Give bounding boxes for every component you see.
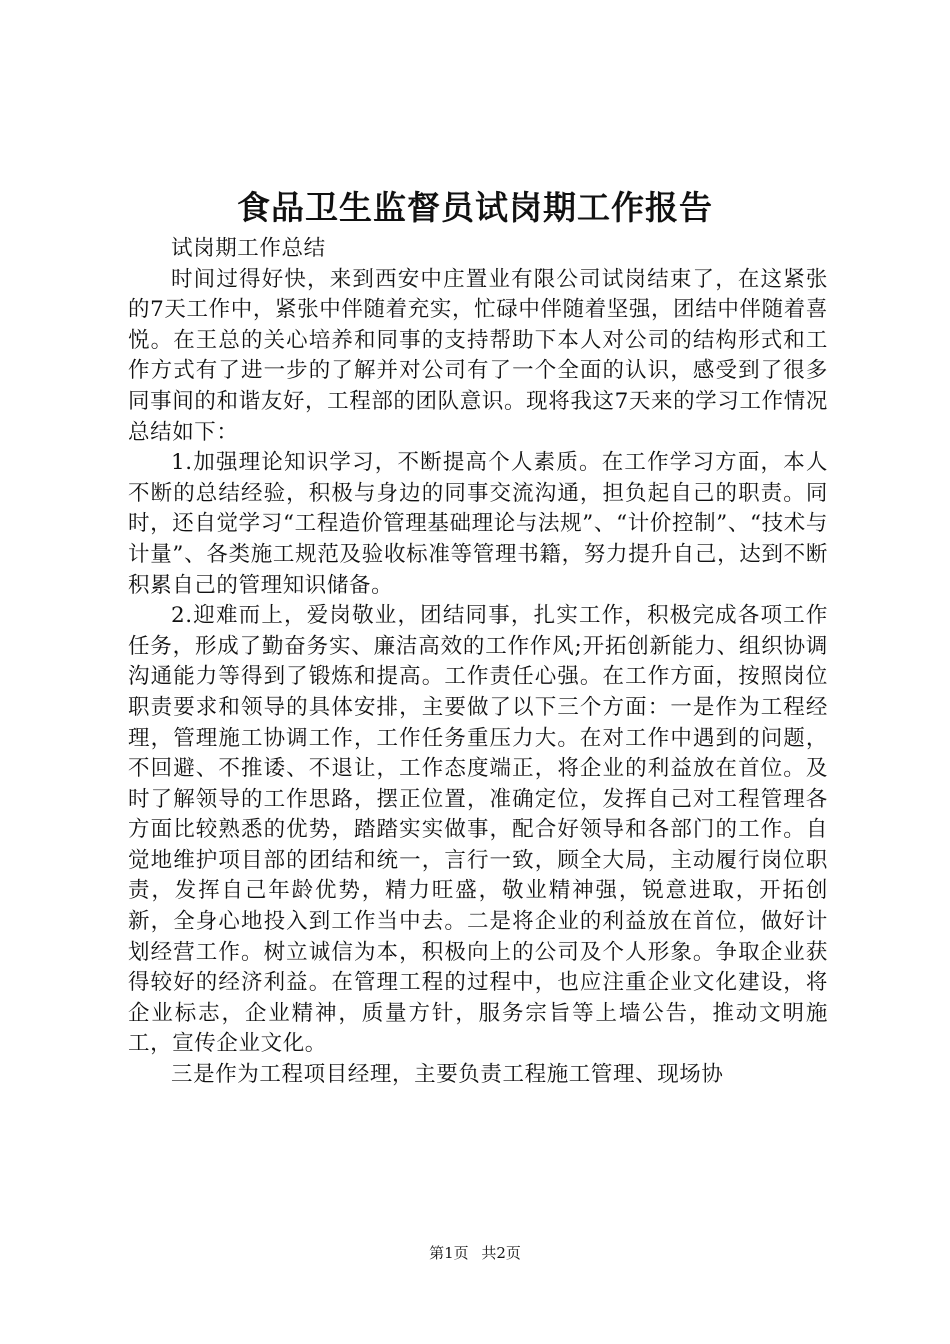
paragraph-intro: 时间过得好快，来到西安中庄置业有限公司试岗结束了，在这紧张的7天工作中，紧张中伴随着充实，忙碌中伴随着坚强，团结中伴随着喜悦。在王总的关心培养和同事的支持帮助下本人对公司的结构形式和工作方式有了进一步的了解并对公司有了一个全面的认识，感受到了很多同事间的和谐友好，工程部的团队意识。现将我这7天来的学习工作情况总结如下： [128, 266, 828, 445]
page-number: 第1页 [429, 1244, 469, 1262]
page-total: 共2页 [481, 1244, 521, 1262]
paragraph-point-1: 1.加强理论知识学习，不断提高个人素质。在工作学习方面，本人不断的总结经验，积极与身边的同事交流沟通，担负起自己的职责。同时，还自觉学习“工程造价管理基础理论与法规”、“计价控制”、“技术与计量”、各类施工规范及验收标准等管理书籍，努力提升自己，达到不断积累自己的管理知识储备。 [128, 450, 828, 598]
paragraph-point-2: 2.迎难而上，爱岗敬业，团结同事，扎实工作，积极完成各项工作任务，形成了勤奋务实、廉洁高效的工作作风;开拓创新能力、组织协调沟通能力等得到了锻炼和提高。工作责任心强。在工作方面，按照岗位职责要求和领导的具体安排，主要做了以下三个方面：一是作为工程经理，管理施工协调工作，工作任务重压力大。在对工作中遇到的问题，不回避、不推诿、不退让，工作态度端正，将企业的利益放在首位。及时了解领导的工作思路，摆正位置，准确定位，发挥自己对工程管理各方面比较熟悉的优势，踏踏实实做事，配合好领导和各部门的工作。自觉地维护项目部的团结和统一，言行一致，顾全大局，主动履行岗位职责，发挥自己年龄优势，精力旺盛，敬业精神强，锐意进取，开拓创新，全身心地投入到工作当中去。二是将企业的利益放在首位，做好计划经营工作。树立诚信为本，积极向上的公司及个人形象。争取企业获得较好的经济利益。在管理工程的过程中，也应注重企业文化建设，将企业标志，企业精神，质量方针，服务宗旨等上墙公告，推动文明施工，宣传企业文化。 [128, 603, 828, 1057]
paragraph-point-3: 三是作为工程项目经理，主要负责工程施工管理、现场协 [171, 1062, 724, 1088]
page-footer [0, 1243, 950, 1263]
section-heading: 试岗期工作总结 [171, 236, 326, 261]
document-title: 食品卫生监督员试岗期工作报告 [237, 188, 713, 227]
document-body [128, 234, 828, 1091]
